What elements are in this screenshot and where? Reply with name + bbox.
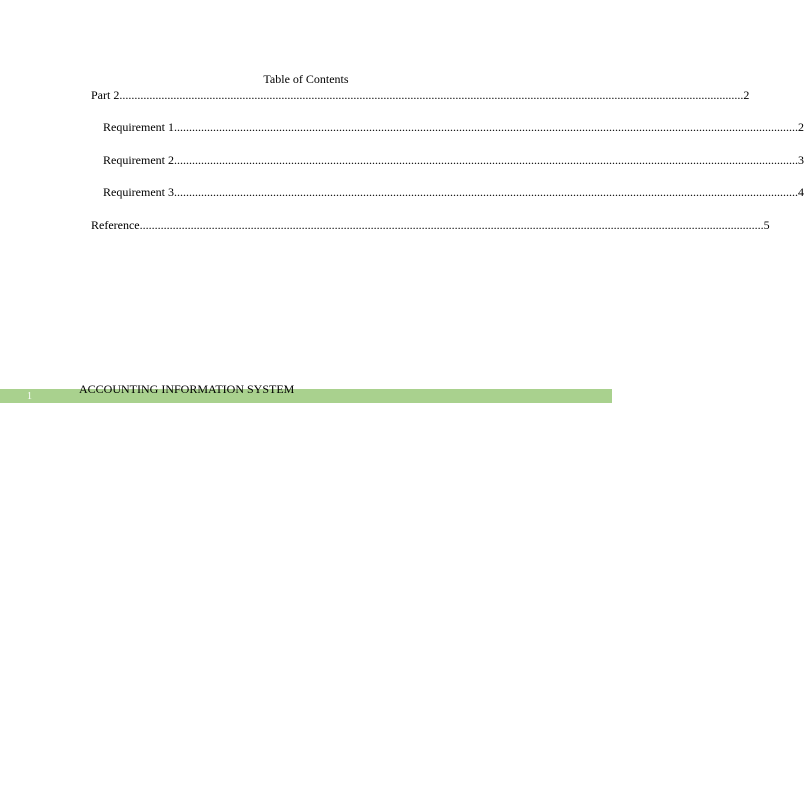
toc-entry-requirement-3[interactable]: [103, 184, 804, 200]
toc-dot-leader: ................................................................................................................................................................................................................: [139, 218, 764, 232]
toc-entry-label: Requirement 3: [103, 185, 174, 199]
toc-entry-label: Reference: [91, 218, 140, 232]
toc-dot-leader: ................................................................................................................................................................................................................: [173, 153, 798, 167]
toc-entry-page: 5: [763, 218, 770, 232]
toc-dot-leader: ................................................................................................................................................................................................................: [119, 88, 744, 102]
toc-dot-leader: ................................................................................................................................................................................................................: [173, 185, 798, 199]
toc-entry-label: Requirement 1: [103, 120, 174, 134]
toc-entry-page: 2: [797, 120, 804, 134]
toc-entry-page: 2: [743, 88, 750, 102]
running-head: ACCOUNTING INFORMATION SYSTEM: [79, 382, 295, 396]
toc-entry-page: 3: [797, 153, 804, 167]
page-number: 1: [27, 391, 32, 402]
toc-entry-requirement-1[interactable]: [103, 119, 804, 135]
toc-dot-leader: ................................................................................................................................................................................................................: [173, 120, 798, 134]
toc-entry-page: 4: [797, 185, 804, 199]
toc-entry-label: Requirement 2: [103, 153, 174, 167]
toc-entry-label: Part 2: [91, 88, 120, 102]
toc-entry-part-2[interactable]: [91, 87, 750, 103]
toc-entry-requirement-2[interactable]: [103, 152, 804, 168]
toc-entry-reference[interactable]: [91, 217, 770, 233]
toc-title: Table of Contents: [263, 72, 349, 86]
